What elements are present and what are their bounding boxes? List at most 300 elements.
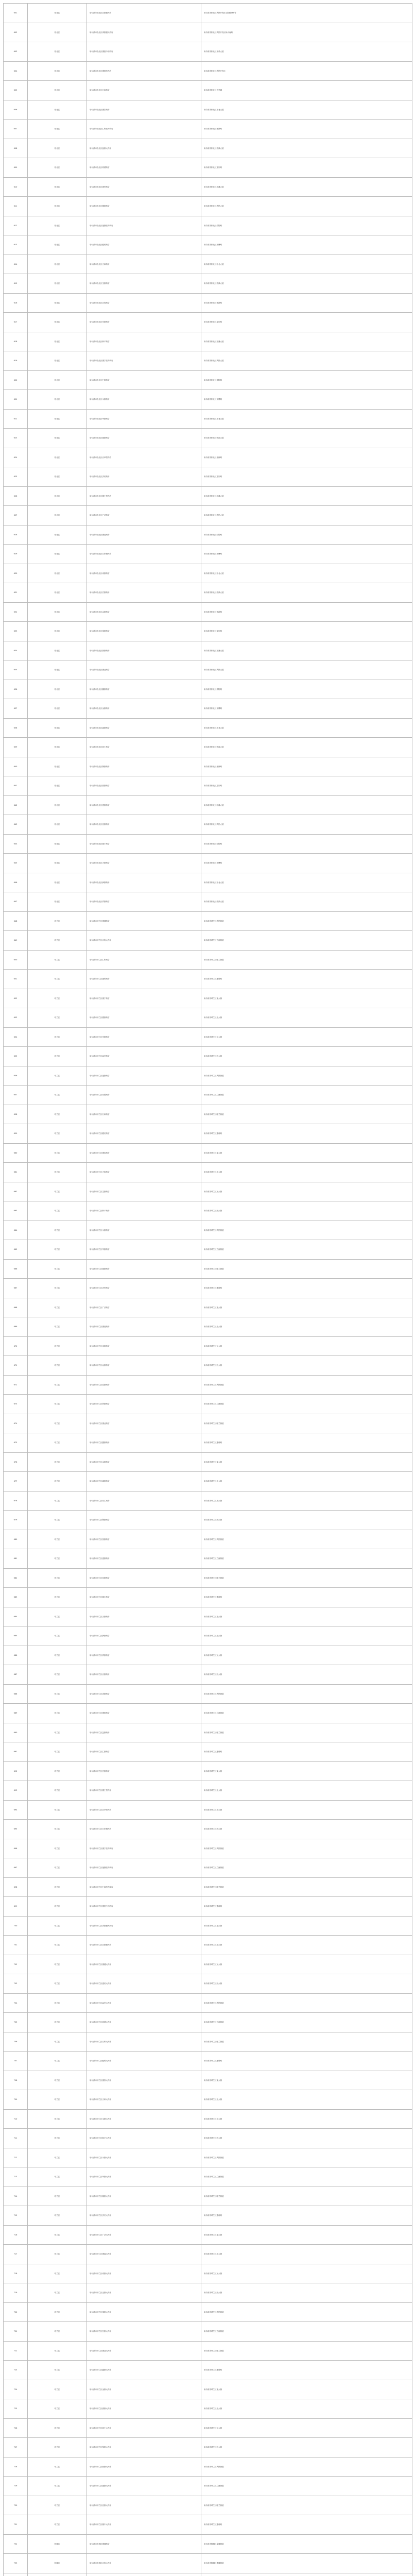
store-address-cell: 哈尔滨市呼兰区北大街 xyxy=(201,2090,412,2110)
store-address-cell: 哈尔滨市呼兰区利民街道 xyxy=(201,1375,412,1395)
table-row xyxy=(4,776,412,796)
district-cell: 松北区 xyxy=(28,757,87,776)
district-cell: 呼兰区 xyxy=(28,2013,87,2032)
row-number-cell: 644 xyxy=(4,834,28,854)
row-number-cell xyxy=(4,2573,28,2576)
store-address-cell: 哈尔滨市呼兰区呼兰街道 xyxy=(201,950,412,970)
district-cell: 呼兰区 xyxy=(28,1240,87,1260)
store-name-cell: 哈尔滨市呼兰区嘉康药店 xyxy=(87,1472,201,1492)
table-row xyxy=(4,1665,412,1685)
store-address-cell: 哈尔滨市呼兰区利民街道 xyxy=(201,2457,412,2477)
row-number-cell: 697 xyxy=(4,1858,28,1878)
store-name-cell: 哈尔滨市呼兰区嘉康大药房 xyxy=(87,2399,201,2419)
store-name-cell: 哈尔滨市松北区金康药房 xyxy=(87,699,201,719)
store-name-cell: 哈尔滨市松北区永康药房 xyxy=(87,390,201,410)
store-address-cell: 哈尔滨市呼兰区建设路 xyxy=(201,2361,412,2380)
store-address-cell: 哈尔滨市松北区创新路 xyxy=(201,120,412,139)
store-address-cell: 哈尔滨市松北区世博路 xyxy=(201,545,412,564)
store-address-cell: 哈尔滨市呼兰区西大街 xyxy=(201,1201,412,1221)
row-number-cell: 724 xyxy=(4,2380,28,2399)
store-address-cell: 哈尔滨市松北区松北大道 xyxy=(201,100,412,120)
store-name-cell: 哈尔滨市呼兰区宝康药店 xyxy=(87,1182,201,1201)
store-name-cell: 哈尔滨市松北区瑞丰药店 xyxy=(87,834,201,854)
district-cell: 呼兰区 xyxy=(28,2109,87,2129)
district-cell: 松北区 xyxy=(28,313,87,332)
store-name-cell: 哈尔滨市呼兰区康福大药房 xyxy=(87,2245,201,2264)
store-name-cell: 哈尔滨市呼兰区安康药房 xyxy=(87,1027,201,1047)
store-address-cell: 哈尔滨市呼兰区西大街 xyxy=(201,2283,412,2303)
row-number-cell: 656 xyxy=(4,1066,28,1086)
district-cell: 松北区 xyxy=(28,4,87,23)
table-row xyxy=(4,1356,412,1376)
store-name-cell: 哈尔滨市呼兰区瑞康大药房 xyxy=(87,2187,201,2206)
store-name-cell: 哈尔滨市呼兰区华康大药房 xyxy=(87,2167,201,2187)
row-number-cell: 630 xyxy=(4,564,28,583)
district-cell: 松北区 xyxy=(28,622,87,641)
store-name-cell: 哈尔滨市呼兰区益民大药房 xyxy=(87,1993,201,2013)
table-row xyxy=(4,525,412,545)
table-row xyxy=(4,1433,412,1453)
table-row xyxy=(4,1781,412,1801)
district-cell: 呼兰区 xyxy=(28,1781,87,1801)
store-address-cell: 哈尔滨市松北区中源大道 xyxy=(201,429,412,448)
store-address-cell: 哈尔滨市松北区大学城 xyxy=(201,81,412,100)
district-cell: 呼兰区 xyxy=(28,2206,87,2226)
store-address-cell: 哈尔滨市呼兰区西大街 xyxy=(201,1511,412,1530)
district-cell: 呼兰区 xyxy=(28,2187,87,2206)
table-row xyxy=(4,1008,412,1028)
district-cell: 呼兰区 xyxy=(28,2361,87,2380)
store-name-cell: 哈尔滨市呼兰区泽康药店 xyxy=(87,1684,201,1704)
store-address-cell: 哈尔滨市呼兰区呼兰街道 xyxy=(201,1568,412,1588)
table-row xyxy=(4,255,412,274)
district-cell: 松北区 xyxy=(28,486,87,506)
district-cell: 呼兰区 xyxy=(28,1027,87,1047)
row-number-cell: 602 xyxy=(4,23,28,42)
district-cell: 呼兰区 xyxy=(28,1955,87,1974)
table-row xyxy=(4,815,412,835)
district-cell: 呼兰区 xyxy=(28,1820,87,1839)
row-number-cell: 619 xyxy=(4,351,28,371)
table-row xyxy=(4,2438,412,2458)
store-name-cell: 哈尔滨市呼兰区宝康大药房 xyxy=(87,2109,201,2129)
table-row xyxy=(4,1646,412,1665)
store-name-cell: 哈尔滨市呼兰区益康药房 xyxy=(87,1723,201,1742)
store-address-cell: 哈尔滨市呼兰区兰河街道 xyxy=(201,2167,412,2187)
row-number-cell: 694 xyxy=(4,1800,28,1820)
table-row xyxy=(4,1588,412,1607)
table-row xyxy=(4,757,412,776)
district-cell: 松北区 xyxy=(28,100,87,120)
store-address-cell: 哈尔滨市松北区松北大道 xyxy=(201,255,412,274)
store-address-cell: 哈尔滨市呼兰区利民街道 xyxy=(201,1839,412,1858)
table-row xyxy=(4,1530,412,1549)
district-cell: 呼兰区 xyxy=(28,1375,87,1395)
district-cell: 呼兰区 xyxy=(28,2399,87,2419)
row-number-cell: 621 xyxy=(4,390,28,410)
row-number-cell: 637 xyxy=(4,699,28,719)
store-address-cell: 哈尔滨市松北区中源大道 xyxy=(201,139,412,158)
store-address-cell: 哈尔滨市松北区利民开发区 xyxy=(201,61,412,81)
store-address-cell: 哈尔滨市呼兰区呼兰街道 xyxy=(201,1259,412,1279)
store-name-cell: 哈尔滨市呼兰区济民药店 xyxy=(87,1279,201,1298)
row-number-cell: 687 xyxy=(4,1665,28,1685)
store-address-cell: 哈尔滨市呼兰区北大街 xyxy=(201,1626,412,1646)
row-number-cell: 622 xyxy=(4,409,28,429)
store-name-cell: 哈尔滨市呼兰区瑞康药房 xyxy=(87,1259,201,1279)
store-name-cell: 哈尔滨市呼兰区康达大药房 xyxy=(87,2341,201,2361)
table-row xyxy=(4,197,412,216)
row-number-cell: 731 xyxy=(4,2515,28,2535)
row-number-cell: 648 xyxy=(4,911,28,931)
district-cell: 呼兰区 xyxy=(28,2302,87,2322)
table-row xyxy=(4,177,412,197)
row-number-cell: 604 xyxy=(4,61,28,81)
store-name-cell: 哈尔滨市呼兰区康健药店 xyxy=(87,911,201,931)
store-name-cell: 哈尔滨市松北区润康药房 xyxy=(87,873,201,892)
store-name-cell: 哈尔滨市呼兰区百姓大药房 xyxy=(87,931,201,951)
row-number-cell: 646 xyxy=(4,873,28,892)
table-row xyxy=(4,583,412,603)
table-row xyxy=(4,1182,412,1201)
store-name-cell: 哈尔滨市呼兰区仁和医药商店 xyxy=(87,1877,201,1897)
table-row xyxy=(4,332,412,351)
table-row xyxy=(4,1974,412,1994)
row-number-cell: 676 xyxy=(4,1452,28,1472)
district-cell: 呼兰区 xyxy=(28,1336,87,1356)
store-name-cell: 哈尔滨市呼兰区泰康药房 xyxy=(87,1375,201,1395)
table-row xyxy=(4,1124,412,1144)
row-number-cell: 664 xyxy=(4,1221,28,1240)
district-cell: 呼兰区 xyxy=(28,1723,87,1742)
store-address-cell: 哈尔滨市呼兰区北大街 xyxy=(201,2399,412,2419)
district-cell: 呼兰区 xyxy=(28,989,87,1008)
store-name-cell: 哈尔滨市呼兰区泽康惠民药店 xyxy=(87,1916,201,1936)
district-cell: 松北区 xyxy=(28,390,87,410)
row-number-cell: 667 xyxy=(4,1279,28,1298)
row-number-cell: 660 xyxy=(4,1143,28,1163)
district-cell: 松北区 xyxy=(28,892,87,912)
row-number-cell: 688 xyxy=(4,1684,28,1704)
row-number-cell: 626 xyxy=(4,486,28,506)
table-row xyxy=(4,1955,412,1974)
store-address-cell: 哈尔滨市松北区中源大道 xyxy=(201,892,412,912)
store-address-cell: 哈尔滨市呼兰区东大街 xyxy=(201,1182,412,1201)
store-address-cell: 哈尔滨市松北区创新路 xyxy=(201,448,412,467)
store-name-cell: 哈尔滨市呼兰区益民药店 xyxy=(87,1047,201,1066)
row-number-cell: 652 xyxy=(4,989,28,1008)
table-row xyxy=(4,1066,412,1086)
table-row xyxy=(4,1491,412,1511)
district-cell: 呼兰区 xyxy=(28,1279,87,1298)
district-cell: 呼兰区 xyxy=(28,2341,87,2361)
store-address-cell: 哈尔滨市呼兰区呼兰街道 xyxy=(201,2496,412,2515)
row-number-cell: 689 xyxy=(4,1704,28,1723)
table-row xyxy=(4,1105,412,1124)
store-name-cell: 哈尔滨市呼兰区同德大药房 xyxy=(87,2013,201,2032)
district-cell: 松北区 xyxy=(28,274,87,294)
district-cell: 松北区 xyxy=(28,158,87,178)
row-number-cell: 675 xyxy=(4,1433,28,1453)
store-name-cell: 哈尔滨市呼兰区鑫康大药房 xyxy=(87,2361,201,2380)
table-row xyxy=(4,1452,412,1472)
store-address-cell: 哈尔滨市呼兰区北大街 xyxy=(201,1781,412,1801)
row-number-cell: 673 xyxy=(4,1395,28,1414)
row-number-cell: 680 xyxy=(4,1530,28,1549)
row-number-cell: 716 xyxy=(4,2225,28,2245)
district-cell: 呼兰区 xyxy=(28,1008,87,1028)
store-address-cell: 哈尔滨市松北区世茂大道 xyxy=(201,42,412,62)
store-name-cell: 哈尔滨市呼兰区永康药店 xyxy=(87,1221,201,1240)
store-name-cell: 哈尔滨市松北区祥康药店 xyxy=(87,892,201,912)
store-address-cell: 哈尔滨市呼兰区建设路 xyxy=(201,1124,412,1144)
store-name-cell: 哈尔滨市松北区和平药店 xyxy=(87,332,201,351)
table-row xyxy=(4,989,412,1008)
store-name-cell: 哈尔滨市呼兰区健民药店 xyxy=(87,1124,201,1144)
table-row xyxy=(4,950,412,970)
row-number-cell: 620 xyxy=(4,370,28,390)
table-row xyxy=(4,2496,412,2515)
store-address-cell: 哈尔滨市呼兰区呼兰街道 xyxy=(201,2341,412,2361)
store-name-cell: 哈尔滨市松北区宝康药店 xyxy=(87,274,201,294)
table-row xyxy=(4,1279,412,1298)
table-row xyxy=(4,2515,412,2535)
row-number-cell: 641 xyxy=(4,776,28,796)
store-address-cell: 哈尔滨市松北区利民开发区学院路188号 xyxy=(201,4,412,23)
row-number-cell: 713 xyxy=(4,2167,28,2187)
district-cell: 呼兰区 xyxy=(28,1047,87,1066)
district-cell: 呼兰区 xyxy=(28,1993,87,2013)
store-address-cell: 哈尔滨市呼兰区东大街 xyxy=(201,1336,412,1356)
store-address-cell: 哈尔滨市松北区世博路 xyxy=(201,235,412,255)
table-row xyxy=(4,1086,412,1105)
store-address-cell: 哈尔滨市呼兰区建设路 xyxy=(201,1433,412,1453)
row-number-cell: 661 xyxy=(4,1163,28,1182)
store-address-cell: 哈尔滨市呼兰区兰河街道 xyxy=(201,2013,412,2032)
store-address-cell: 哈尔滨市呼兰区利民街道 xyxy=(201,1993,412,2013)
store-name-cell: 哈尔滨市呼兰区宏康药店 xyxy=(87,1761,201,1781)
store-address-cell: 哈尔滨市松北区学院路 xyxy=(201,834,412,854)
table-row xyxy=(4,2167,412,2187)
store-name-cell: 哈尔滨市呼兰区佳康药店 xyxy=(87,1568,201,1588)
district-cell: 松北区 xyxy=(28,583,87,603)
store-name-cell: 哈尔滨市呼兰区济民大药房 xyxy=(87,2206,201,2226)
row-number-cell: 654 xyxy=(4,1027,28,1047)
row-number-cell: 692 xyxy=(4,1761,28,1781)
store-name-cell: 哈尔滨市松北区民康药房 xyxy=(87,641,201,660)
store-address-cell: 哈尔滨市呼兰区东大街 xyxy=(201,1955,412,1974)
store-name-cell: 哈尔滨市松北区惠康药店 xyxy=(87,795,201,815)
store-address-cell: 哈尔滨市呼兰区北大街 xyxy=(201,1008,412,1028)
store-address-cell: 哈尔滨市松北区龙川路 xyxy=(201,158,412,178)
table-row xyxy=(4,931,412,951)
table-row xyxy=(4,2534,412,2554)
store-name-cell: 哈尔滨市呼兰区金康药店 xyxy=(87,1452,201,1472)
row-number-cell: 682 xyxy=(4,1568,28,1588)
store-address-cell: 哈尔滨市松北区利民大道 xyxy=(201,815,412,835)
district-cell: 松北区 xyxy=(28,23,87,42)
table-row xyxy=(4,1568,412,1588)
district-cell: 松北区 xyxy=(28,293,87,313)
district-cell: 松北区 xyxy=(28,641,87,660)
store-address-cell: 哈尔滨市呼兰区西大街 xyxy=(201,1047,412,1066)
store-name-cell: 哈尔滨市呼兰区众康大药房 xyxy=(87,2283,201,2303)
store-address-cell: 哈尔滨市呼兰区东大街 xyxy=(201,1646,412,1665)
store-name-cell: 哈尔滨市呼兰区瑞丰药店 xyxy=(87,1588,201,1607)
row-number-cell: 668 xyxy=(4,1298,28,1317)
table-row xyxy=(4,2109,412,2129)
store-address-cell: 哈尔滨市呼兰区兰河街道 xyxy=(201,1549,412,1569)
table-row xyxy=(4,429,412,448)
store-address-cell: 哈尔滨市呼兰区南大街 xyxy=(201,1761,412,1781)
store-address-cell: 哈尔滨市呼兰区南大街 xyxy=(201,1916,412,1936)
store-name-cell: 哈尔滨市松北区康泰药房 xyxy=(87,100,201,120)
store-name-cell: 哈尔滨市松北区康宁医药商店 xyxy=(87,351,201,371)
district-cell: 呼兰区 xyxy=(28,1395,87,1414)
store-address-cell: 哈尔滨市松北区龙川路 xyxy=(201,313,412,332)
store-address-cell: 哈尔滨市松北区松北大道 xyxy=(201,564,412,583)
row-number-cell: 635 xyxy=(4,660,28,680)
district-cell: 呼兰区 xyxy=(28,1665,87,1685)
store-address-cell: 哈尔滨市呼兰区呼兰街道 xyxy=(201,2187,412,2206)
row-number-cell: 640 xyxy=(4,757,28,776)
table-row xyxy=(4,1375,412,1395)
table-row xyxy=(4,409,412,429)
store-name-cell: 哈尔滨市呼兰区康达药店 xyxy=(87,1414,201,1433)
table-row xyxy=(4,1047,412,1066)
store-address-cell: 哈尔滨市松北区利民大道 xyxy=(201,351,412,371)
store-address-cell: 哈尔滨市呼兰区建设路 xyxy=(201,1279,412,1298)
row-number-cell: 623 xyxy=(4,429,28,448)
row-number-cell: 706 xyxy=(4,2032,28,2052)
store-address-cell: 哈尔滨市松北区龙川路 xyxy=(201,467,412,487)
district-cell: 呼兰区 xyxy=(28,1143,87,1163)
table-row xyxy=(4,1877,412,1897)
row-number-cell: 638 xyxy=(4,718,28,738)
store-name-cell: 哈尔滨市呼兰区寿康药店 xyxy=(87,1336,201,1356)
row-number-cell: 702 xyxy=(4,1955,28,1974)
table-row xyxy=(4,2148,412,2167)
table-row xyxy=(4,139,412,158)
row-number-cell: 685 xyxy=(4,1626,28,1646)
row-number-cell: 693 xyxy=(4,1781,28,1801)
district-cell: 呼兰区 xyxy=(28,970,87,989)
store-name-cell: 哈尔滨市松北区康福药房 xyxy=(87,525,201,545)
district-cell: 呼兰区 xyxy=(28,1259,87,1279)
table-row xyxy=(4,2322,412,2342)
table-row xyxy=(4,854,412,873)
table-row xyxy=(4,1298,412,1317)
store-address-cell: 哈尔滨市呼兰区西大街 xyxy=(201,1820,412,1839)
store-address-cell: 哈尔滨市松北区松北大道 xyxy=(201,873,412,892)
table-row xyxy=(4,795,412,815)
district-cell: 呼兰区 xyxy=(28,1858,87,1878)
store-address-cell: 哈尔滨市阿城区通城街道 xyxy=(201,2554,412,2573)
store-name-cell: 哈尔滨市呼兰区民康大药房 xyxy=(87,2322,201,2342)
district-cell: 呼兰区 xyxy=(28,1742,87,1762)
district-cell: 呼兰区 xyxy=(28,2496,87,2515)
store-name-cell: 哈尔滨市呼兰区惠康大药房 xyxy=(87,2477,201,2496)
store-address-cell: 哈尔滨市松北区学院路 xyxy=(201,525,412,545)
store-name-cell: 哈尔滨市呼兰区祥康药店 xyxy=(87,1646,201,1665)
store-address-cell: 哈尔滨市松北区学院路 xyxy=(201,216,412,235)
store-name-cell: 哈尔滨市呼兰区天康药房 xyxy=(87,1607,201,1626)
row-number-cell: 733 xyxy=(4,2554,28,2573)
table-row xyxy=(4,622,412,641)
row-number-cell: 653 xyxy=(4,1008,28,1028)
table-row xyxy=(4,370,412,390)
district-cell: 松北区 xyxy=(28,854,87,873)
row-number-cell: 698 xyxy=(4,1877,28,1897)
table-row xyxy=(4,1143,412,1163)
row-number-cell: 642 xyxy=(4,795,28,815)
store-name-cell: 哈尔滨市呼兰区天和药店 xyxy=(87,1163,201,1182)
store-name-cell: 哈尔滨市呼兰区和平药房 xyxy=(87,1201,201,1221)
store-address-cell: 哈尔滨市松北区松北大道 xyxy=(201,409,412,429)
row-number-cell: 709 xyxy=(4,2090,28,2110)
district-cell: 呼兰区 xyxy=(28,2380,87,2399)
district-cell: 松北区 xyxy=(28,699,87,719)
store-name-cell: 哈尔滨市呼兰区惠康药房 xyxy=(87,1549,201,1569)
row-number-cell: 634 xyxy=(4,641,28,660)
district-cell: 呼兰区 xyxy=(28,931,87,951)
store-address-cell: 哈尔滨市松北区世博路 xyxy=(201,854,412,873)
table-row xyxy=(4,2225,412,2245)
table-row xyxy=(4,1201,412,1221)
row-number-cell: 603 xyxy=(4,42,28,62)
store-address-cell: 哈尔滨市松北区世博路 xyxy=(201,390,412,410)
store-name-cell: 哈尔滨市呼兰区康惠中西药店 xyxy=(87,1897,201,1917)
table-row xyxy=(4,1027,412,1047)
store-address-cell: 哈尔滨市呼兰区利民街道 xyxy=(201,1530,412,1549)
store-address-cell: 哈尔滨市松北区世博路 xyxy=(201,699,412,719)
row-number-cell: 728 xyxy=(4,2457,28,2477)
district-cell: 松北区 xyxy=(28,738,87,757)
table-row xyxy=(4,506,412,526)
store-name-cell: 哈尔滨市呼兰区康宁医药商店 xyxy=(87,1839,201,1858)
district-cell: 呼兰区 xyxy=(28,1414,87,1433)
row-number-cell: 672 xyxy=(4,1375,28,1395)
table-row xyxy=(4,274,412,294)
store-address-cell: 哈尔滨市松北区利民大道 xyxy=(201,506,412,526)
table-row xyxy=(4,1839,412,1858)
store-address-cell: 哈尔滨市呼兰区建设路 xyxy=(201,1897,412,1917)
store-address-cell: 哈尔滨市松北区创新路 xyxy=(201,293,412,313)
table-row xyxy=(4,2302,412,2322)
store-address-cell: 哈尔滨市呼兰区东大街 xyxy=(201,2264,412,2283)
district-cell: 松北区 xyxy=(28,216,87,235)
row-number-cell: 627 xyxy=(4,506,28,526)
table-row xyxy=(4,1607,412,1626)
store-name-cell: 哈尔滨市松北区瑞康药店 xyxy=(87,429,201,448)
row-number-cell: 658 xyxy=(4,1105,28,1124)
table-row xyxy=(4,660,412,680)
district-cell: 呼兰区 xyxy=(28,1105,87,1124)
store-name-cell: 哈尔滨市呼兰区康福药房 xyxy=(87,1317,201,1337)
table-row xyxy=(4,602,412,622)
table-row xyxy=(4,486,412,506)
store-name-cell: 哈尔滨市阿城区百姓大药房 xyxy=(87,2554,201,2573)
district-cell: 呼兰区 xyxy=(28,1452,87,1472)
store-address-cell: 哈尔滨市呼兰区利民街道 xyxy=(201,911,412,931)
district-cell: 呼兰区 xyxy=(28,2225,87,2245)
district-cell: 呼兰区 xyxy=(28,2418,87,2438)
store-name-cell: 哈尔滨市呼兰区康惠药店 xyxy=(87,1704,201,1723)
district-cell: 松北区 xyxy=(28,120,87,139)
store-address-cell: 哈尔滨市松北区利民开发区师大南路 xyxy=(201,23,412,42)
district-cell: 呼兰区 xyxy=(28,1974,87,1994)
row-number-cell: 649 xyxy=(4,931,28,951)
